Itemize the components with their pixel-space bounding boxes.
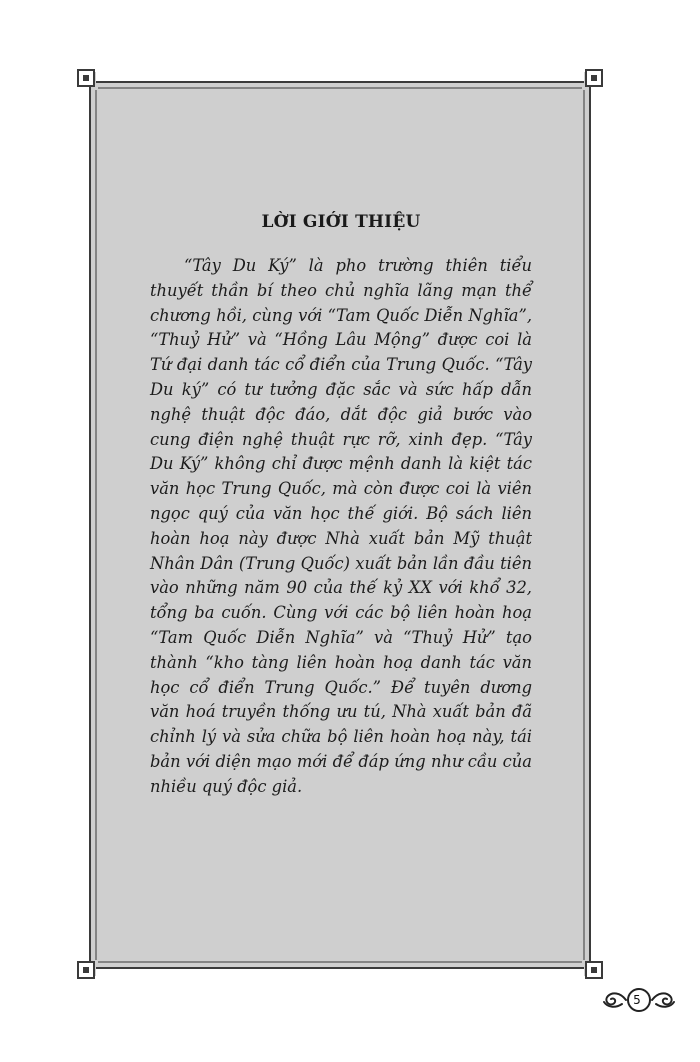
corner-ornament-top-right [586, 70, 602, 86]
left-swirl-icon [606, 993, 626, 1004]
right-swirl-icon [652, 993, 672, 1004]
corner-ornament-bottom-right [586, 962, 602, 978]
intro-paragraph: “Tây Du Ký” là pho trường thiên tiểu thuyết thần bí theo chủ nghĩa lãng mạn thể chương hồi, cùng với “Tam Quốc Diễn Nghĩa”, “Thuỷ Hử” và “Hồng Lâu Mộng” được coi là Tứ đại danh tác cổ điển của Trung Quốc. “Tây Du ký” có tư tưởng đặc sắc và sức hấp dẫn nghệ thuật độc đáo, dắt độc giả bước vào cung điện nghệ thuật rực rỡ, xinh đẹp. “Tây Du Ký” không chỉ được mệnh danh là kiệt tác văn học Trung Quốc, mà còn được coi là viên ngọc quý của văn học thế giới. Bộ sách liên hoàn hoạ này được Nhà xuất bản Mỹ thuật Nhân Dân (Trung Quốc) xuất bản lần đầu tiên vào những năm 90 của thế kỷ XX với khổ 32, tổng ba cuốn. Cùng với các bộ liên hoàn hoạ “Tam Quốc Diễn Nghĩa” và “Thuỷ Hử” tạo thành “kho tàng liên hoàn hoạ danh tác văn học cổ điển Trung Quốc.” Để tuyên dương văn hoá truyền thống ưu tú, Nhà xuất bản đã chỉnh lý và sửa chữa bộ liên hoàn hoạ này, tái bản với diện mạo mới để đáp ứng như cầu của nhiều quý độc giả. [150, 256, 532, 796]
page-number: 5 [633, 993, 641, 1007]
page-title: LỜI GIỚI THIỆU [261, 212, 421, 232]
corner-ornament-bottom-left [78, 962, 94, 978]
corner-ornament-top-left [78, 70, 94, 86]
intro-content [150, 212, 532, 822]
